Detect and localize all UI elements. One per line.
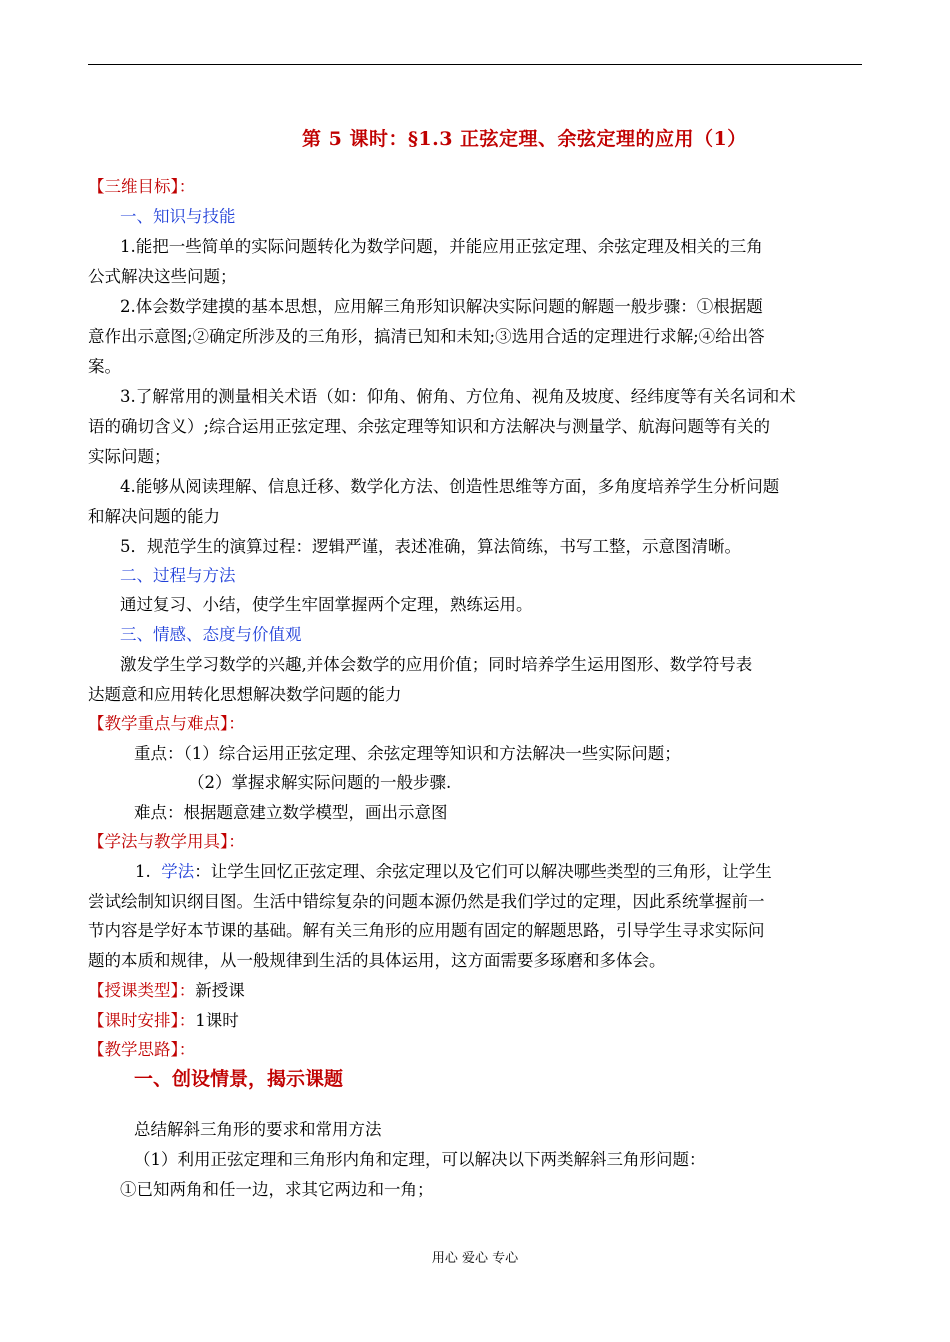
goal-2-line-1: 2.体会数学建摸的基本思想，应用解三角形知识解决实际问题的解题一般步骤：①根据题: [120, 297, 763, 316]
methods-item-number: 1.: [135, 862, 151, 881]
goal-2-line-2: 意作出示意图;②确定所涉及的三角形，搞清已知和未知;③选用合适的定理进行求解;④给出答: [88, 327, 765, 346]
key-points-heading: 【教学重点与难点】：: [88, 714, 245, 733]
goal-2-line-3: 案。: [88, 357, 121, 376]
lesson-type-heading: 【授课类型】：: [88, 981, 196, 1000]
methods-item-label: 学法: [161, 862, 195, 881]
goal-3-line-3: 实际问题；: [88, 447, 171, 466]
summary-line: 总结解斜三角形的要求和常用方法: [134, 1120, 382, 1139]
method-line-2: ①已知两角和任一边，求其它两边和一角；: [120, 1180, 434, 1199]
emotion-line-1: 激发学生学习数学的兴趣,并体会数学的应用价值；同时培养学生运用图形、数学符号表: [120, 655, 753, 674]
schedule-value: 1课时: [195, 1011, 239, 1030]
method-line-1: （1）利用正弦定理和三角形内角和定理，可以解决以下两类解斜三角形问题：: [134, 1150, 706, 1169]
goal-3-line-1: 3.了解常用的测量相关术语（如：仰角、俯角、方位角、视角及坡度、经纬度等有关名词和术: [120, 387, 796, 406]
page-title: 第 5 课时：§1.3 正弦定理、余弦定理的应用（1）: [302, 128, 747, 150]
goals-heading: 【三维目标】：: [88, 177, 196, 196]
methods-line-2: 尝试绘制知识纲目图。生活中错综复杂的问题本源仍然是我们学过的定理，因此系统掌握前一: [88, 892, 765, 911]
schedule-heading: 【课时安排】：: [88, 1011, 196, 1030]
goal-4-line-1: 4.能够从阅读理解、信息迁移、数学化方法、创造性思维等方面，多角度培养学生分析问题: [120, 477, 780, 496]
difficulty-line: 难点：根据题意建立数学模型，画出示意图: [134, 803, 448, 822]
goal-5: 5．规范学生的演算过程：逻辑严谨，表述准确，算法简练，书写工整，示意图清晰。: [120, 537, 741, 556]
goal-1-line-1: 1.能把一些简单的实际问题转化为数学问题，并能应用正弦定理、余弦定理及相关的三角: [120, 237, 763, 256]
focus-line-2: （2）掌握求解实际问题的一般步骤.: [188, 773, 452, 792]
goal-3-line-2: 语的确切含义）;综合运用正弦定理、余弦定理等知识和方法解决与测量学、航海问题等有关的: [88, 417, 771, 436]
methods-heading: 【学法与教学用具】：: [88, 832, 245, 851]
lesson-type-value: 新授课: [195, 981, 245, 1000]
methods-item-text: ：让学生回忆正弦定理、余弦定理以及它们可以解决哪些类型的三角形，让学生: [194, 862, 772, 881]
process-heading: 二、过程与方法: [120, 566, 236, 585]
goal-4-line-2: 和解决问题的能力: [88, 507, 220, 526]
goal-1-line-2: 公式解决这些问题；: [88, 267, 237, 286]
focus-line-1: 重点：（1）综合运用正弦定理、余弦定理等知识和方法解决一些实际问题；: [134, 744, 681, 763]
emotion-line-2: 达题意和应用转化思想解决数学问题的能力: [88, 685, 402, 704]
lesson-type-row: [88, 976, 245, 1006]
header-rule: [88, 64, 862, 65]
plan-heading: 【教学思路】：: [88, 1040, 196, 1059]
methods-line-4: 题的本质和规律，从一般规律到生活的具体运用，这方面需要多琢磨和多体会。: [88, 951, 666, 970]
methods-line-1: [135, 857, 772, 887]
process-text: 通过复习、小结，使学生牢固掌握两个定理，熟练运用。: [120, 595, 533, 614]
page-footer: 用心 爱心 专心: [431, 1251, 519, 1266]
emotion-heading: 三、情感、态度与价值观: [120, 625, 302, 644]
section-1-heading: 一、创设情景，揭示课题: [134, 1068, 344, 1090]
schedule-row: [88, 1006, 239, 1036]
knowledge-heading: 一、知识与技能: [120, 207, 236, 226]
methods-line-3: 节内容是学好本节课的基础。解有关三角形的应用题有固定的解题思路，引导学生寻求实际问: [88, 921, 765, 940]
